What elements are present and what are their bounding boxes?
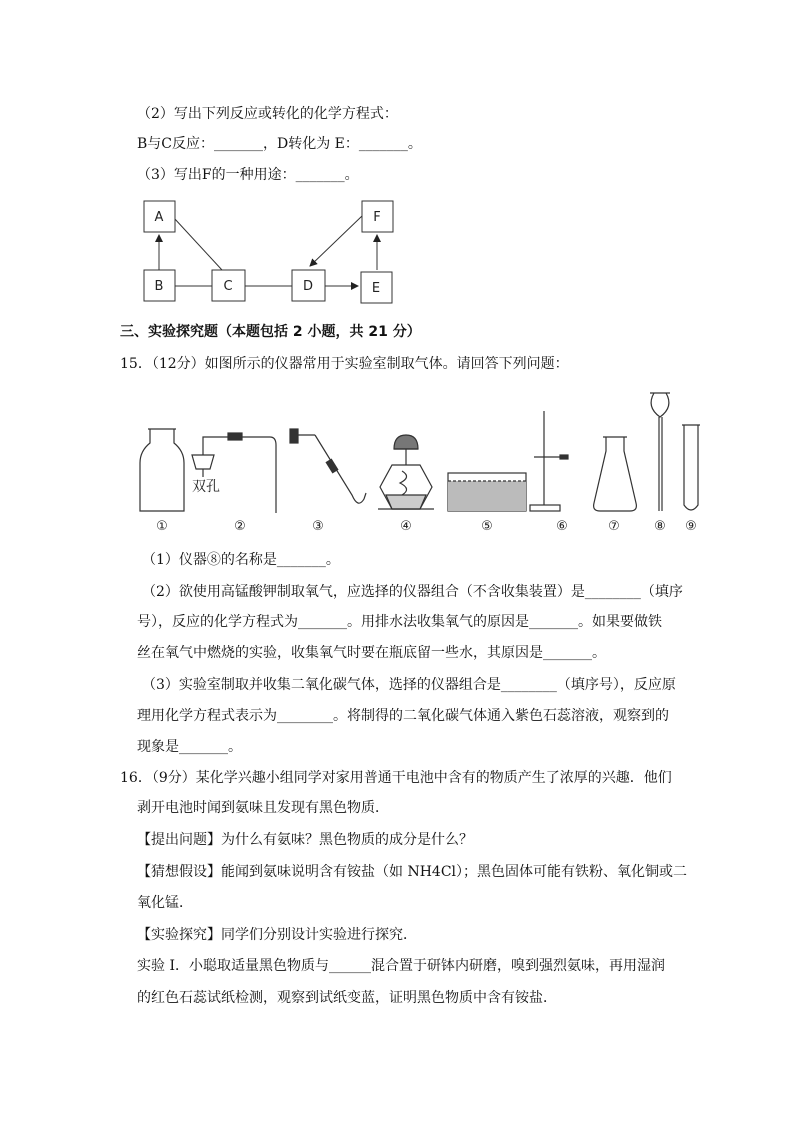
q14-relationship-diagram: [130, 190, 420, 310]
apparatus-5-water-trough-icon: [448, 473, 526, 511]
box-e-label: E: [371, 281, 381, 296]
apparatus-label-7: ⑦: [608, 519, 620, 534]
section3-title: 三、实验探究题（本题包括 2 小题，共 21 分）: [120, 324, 421, 340]
box-a-label: A: [154, 210, 164, 225]
q15-part3-line2: 理用化学方程式表示为________。将制得的二氧化碳气体通入紫色石蕊溶液，观察到的: [137, 708, 669, 724]
apparatus-3-bent-tube-icon: [290, 429, 366, 503]
q16-experiment1-line2: 的红色石蕊试纸检测，观察到试纸变蓝，证明黑色物质中含有铵盐．: [137, 990, 557, 1006]
apparatus-9-test-tube-icon: [682, 425, 700, 510]
apparatus-4-alcohol-lamp-icon: [378, 435, 434, 509]
line-a-c: [174, 218, 222, 270]
apparatus-label-2: ②: [234, 519, 246, 534]
q15-part2-line2: 号），反应的化学方程式为_______。用排水法收集氧气的原因是_______。如果要做铁: [137, 614, 662, 630]
q14-part3-prompt: （3）写出F的一种用途：_______。: [137, 167, 359, 183]
q15-part1: （1）仪器⑧的名称是_______。: [142, 552, 340, 568]
q15-apparatus-figure: [130, 385, 710, 535]
apparatus-7-conical-flask-icon: [594, 437, 637, 511]
q16-line2: 剥开电池时闻到氨味且发现有黑色物质．: [137, 800, 389, 816]
shuangkong-label: 双孔: [192, 479, 220, 495]
apparatus-1-bottle-icon: [140, 429, 184, 511]
box-f-label: F: [373, 210, 381, 225]
q15-part3-line1: （3）实验室制取并收集二氧化碳气体，选择的仪器组合是________（填序号），反应原: [142, 677, 676, 693]
q16-hypothesis-line1: 【猜想假设】能闻到氨味说明含有铵盐（如 NH4Cl）；黑色固体可能有铁粉、氧化铜或二: [137, 864, 688, 880]
apparatus-8-long-neck-funnel-icon: [650, 393, 670, 511]
apparatus-2-stopper-tube-icon: [192, 433, 276, 513]
apparatus-label-9: ⑨: [685, 519, 697, 534]
apparatus-label-5: ⑤: [481, 519, 493, 534]
apparatus-label-6: ⑥: [556, 519, 568, 534]
box-b-label: B: [154, 279, 164, 294]
q16-hypothesis-line2: 氧化锰．: [137, 895, 193, 911]
q16-question: 【提出问题】为什么有氨味？黑色物质的成分是什么？: [137, 832, 473, 848]
q16-line1: 16．（9分）某化学兴趣小组同学对家用普通干电池中含有的物质产生了浓厚的兴趣．他们: [120, 770, 672, 786]
apparatus-6-iron-stand-icon: [530, 411, 568, 511]
apparatus-label-4: ④: [400, 519, 412, 534]
q15-stem: 15．（12分）如图所示的仪器常用于实验室制取气体。请回答下列问题：: [120, 356, 569, 372]
apparatus-label-1: ①: [156, 519, 168, 534]
q14-part2-equations: B与C反应：_______，D转化为 E：_______。: [137, 136, 422, 152]
q15-part2-line3: 丝在氧气中燃烧的实验，收集氧气时要在瓶底留一些水，其原因是_______。: [137, 645, 606, 661]
box-c-label: C: [223, 279, 233, 294]
box-d-label: D: [302, 279, 314, 294]
apparatus-label-3: ③: [312, 519, 324, 534]
q15-part2-line1: （2）欲使用高锰酸钾制取氧气，应选择的仪器组合（不含收集装置）是________（填序: [142, 584, 683, 600]
q14-part2-prompt: （2）写出下列反应或转化的化学方程式：: [137, 106, 398, 122]
q15-part3-line3: 现象是_______。: [137, 739, 242, 755]
q16-experiment-intro: 【实验探究】同学们分别设计实验进行探究．: [137, 927, 417, 943]
arrow-f-to-d: [310, 216, 362, 266]
q16-experiment1-line1: 实验 I．小聪取适量黑色物质与______混合置于研钵内研磨，嗅到强烈氨味，再用湿润: [137, 958, 665, 974]
apparatus-label-8: ⑧: [654, 519, 666, 534]
